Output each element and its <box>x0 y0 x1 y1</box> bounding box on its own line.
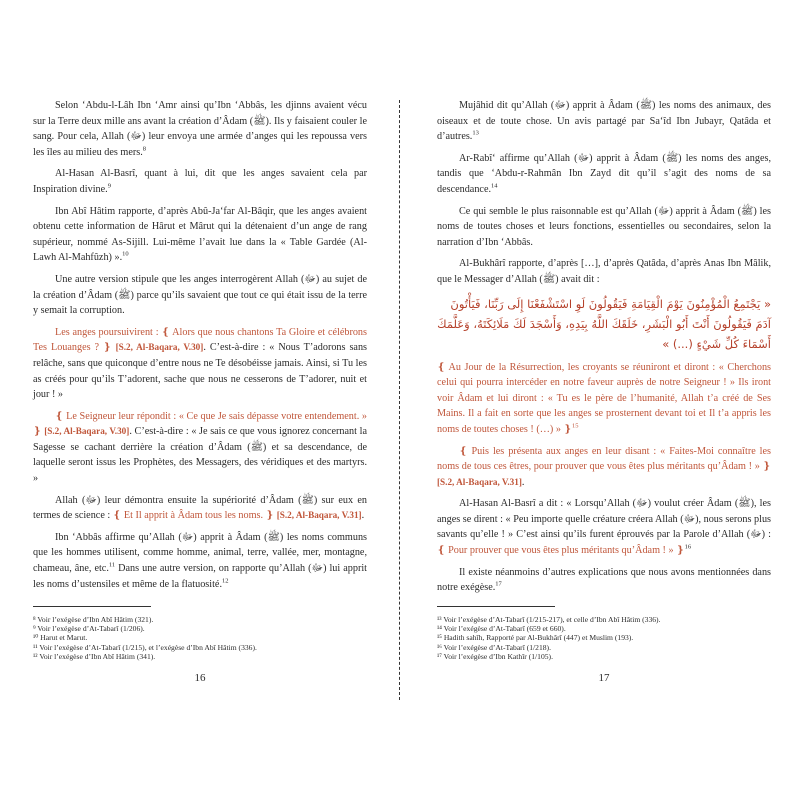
quran-quote: ❴ Et Il apprit à Âdam tous les noms. ❵ <box>112 510 275 522</box>
footnote: ⁹ Voir l’exégèse d’At-Tabarî (1/206). <box>33 624 145 634</box>
footnote: ¹⁷ Voir l’exégèse d’Ibn Kathîr (1/105). <box>437 651 553 661</box>
paragraph: Al-Hasan Al-Basrî, quant à lui, dit que les anges savaient cela par Inspiration divine.$^9$ <box>33 168 367 195</box>
footnote: ¹⁶ Voir l’exégèse d’At-Tabarî (1/218). <box>437 642 551 652</box>
paragraph: Ibn ‘Abbâs affirme qu’Allah (ﷻ) apprit à Âdam (ﷺ) les noms communs que les hommes utilisent, comme homme, animal, terre, vallée, mer, montagne, chameau, âne, etc.$^{11}$ Dans une autre version, on rapporte qu’Allah (ﷻ) lui apprit les noms d’ustensiles et même de la flatuosité.$^{12}$ <box>33 531 368 590</box>
left-page <box>33 98 367 598</box>
footnote-mark[interactable]: 14 <box>491 182 498 190</box>
quran-quote: ❴ Pour prouver que vous êtes plus méritants qu’Âdam ! » ❵ <box>437 545 685 557</box>
paragraph: Une autre version stipule que les anges interrogèrent Allah (ﷻ) au sujet de la création d’Âdam (ﷺ) parce qu’ils savaient que tout ce qui était issu de la terre y semait la corruption. <box>33 273 367 317</box>
footnote-mark[interactable]: 16 <box>684 543 692 551</box>
footnote: ¹⁴ Voir l’exégèse d’At-Tabarî (659 et 660). <box>437 624 566 634</box>
footnote-mark[interactable]: 8 <box>142 145 147 153</box>
page-number-right: 17 <box>598 672 610 684</box>
verse-reference: [S.2, Al-Baqara, V.30] <box>44 426 130 437</box>
right-page <box>437 98 771 602</box>
paragraph: ❴ Le Seigneur leur répondit : « Ce que Je sais dépasse votre entendement. » ❵ [S.2, Al-Baqara, V.30]. C’est-à-dire : « Je sais ce que vous ignorez concernant la Sagesse se cachant derrière la création d’Âdam (ﷺ) et sa descendance, de laquelle seront issus les Prophètes, des Messagers, des véridiques et des martyrs. » <box>33 410 367 485</box>
verse-reference: [S.2, Al-Baqara, V.31] <box>276 510 362 521</box>
footnote-rule <box>33 606 151 607</box>
footnote-mark[interactable]: 15 <box>572 422 579 430</box>
paragraph: Allah (ﷻ) leur démontra ensuite la supériorité d’Âdam (ﷺ) sur eux en termes de science : ❴ Et Il apprit à Âdam tous les noms. ❵ [S.2, Al-Baqara, V.31]. <box>33 494 367 522</box>
paragraph: Il existe néanmoins d’autres explications que nous avons mentionnées dans notre exégèse.$^{17}$ <box>437 566 771 594</box>
footnote: ¹² Voir l’exégèse d’Ibn Abî Hâtim (341). <box>33 651 156 661</box>
footnote-mark[interactable]: 9 <box>107 182 111 190</box>
paragraph: Mujâhid dit qu’Allah (ﷻ) apprit à Âdam (ﷺ) les noms des animaux, des oiseaux et de toute chose. Un avis partagé par Sa‘îd Ibn Jubayr, Qatâda et d’autres.$^{13}$ <box>437 100 772 143</box>
footnote: ¹⁰ Harut et Marut. <box>33 633 88 643</box>
paragraph: Ar-Rabî‘ affirme qu’Allah (ﷻ) apprit à Âdam (ﷺ) les noms des anges, tandis que ‘Abdu-r-Rahmân Ibn Zayd dit qu’il s’agit des noms de sa descendance.$^{14}$ <box>437 152 772 195</box>
paragraph: Ibn Abî Hâtim rapporte, d’après Abû-Ja‘far Al-Bâqir, que les anges avaient obtenu cette information de Hârut et Mârut qui la détenaient d’un ange de rang supérieur, nommé As-Sijill. Lui-même l’avait lue dans la « Table Gardée (Al-Lawh Al-Mahfûzh) ».$^{10}$ <box>33 205 367 264</box>
paragraph-start: Les anges poursuivirent : <box>55 326 162 338</box>
hadith-translation: ❴ Au Jour de la Résurrection, les croyants se réuniront et diront : « Cherchons celui qui pourra intercéder en notre faveur auprès de notre Seigneur ! » Ils iront voir Âdam et lui diront : « Tu es le père de l’humanité, Allah t’a créé de Ses Mains. Il a fait en sorte que les anges se prosternent devant toi et Il t’a appris les noms de toutes choses ! (…) » ❵$^{15}$ <box>437 361 771 435</box>
footnote: ¹³ Voir l’exégèse d’At-Tabarî (1/215-217), et celle d’Ibn Abî Hâtim (336). <box>437 615 661 624</box>
page-number-left: 16 <box>194 672 206 684</box>
footnote: ⁸ Voir l’exégèse d’Ibn Abî Hâtim (321). <box>33 615 154 624</box>
paragraph: ❴ Puis les présenta aux anges en leur disant : « Faites-Moi connaître les noms de tous ces êtres, pour prouver que vous êtes plus méritants qu’Âdam ! » ❵ [S.2, Al-Baqara, V.31]. <box>437 445 771 488</box>
right-footnotes <box>437 606 771 661</box>
paragraph: Selon ‘Abdu-l-Lâh Ibn ‘Amr ainsi qu’Ibn ‘Abbâs, les djinns avaient vécu sur la Terre deux mille ans avant la création d’Âdam (ﷺ). Ils y faisaient couler le sang. Pour cela, Allah (ﷻ) leur envoya une armée d’anges qui les repoussa vers les îles au milieu des mers.$^8$ <box>33 100 367 158</box>
verse-reference: [S.2, Al-Baqara, V.31] <box>437 476 522 487</box>
footnote-mark[interactable]: 10 <box>122 250 129 258</box>
paragraph: Al-Bukhârî rapporte, d’après […], d’après Qatâda, d’après Anas Ibn Mâlik, que le Messager d’Allah (ﷺ) avait dit : <box>437 258 771 285</box>
page-divider <box>399 100 400 700</box>
footnote-list <box>437 615 771 661</box>
quran-quote: ❴ Le Seigneur leur répondit : « Ce que Je sais dépasse votre entendement. » ❵ <box>33 410 367 438</box>
verse-reference: [S.2, Al-Baqara, V.30] <box>115 342 204 353</box>
footnote-rule <box>437 606 555 607</box>
footnote-mark[interactable]: 11 <box>108 561 116 569</box>
footnote: ¹¹ Voir l’exégèse d’At-Tabarî (1/215), et l’exégèse d’Ibn Abî Hâtim (336). <box>33 642 257 652</box>
footnote: ¹⁵ Hadith sahîh, Rapporté par Al-Bukhârî (447) et Muslim (193). <box>437 633 634 643</box>
footnote-mark[interactable]: 17 <box>495 580 502 588</box>
paragraph: Ce qui semble le plus raisonnable est qu’Allah (ﷻ) apprit à Âdam (ﷺ) les noms de toutes choses et leurs fonctions, essentielles ou secondaires, selon la narration d’Ibn ‘Abbâs. <box>437 205 771 248</box>
footnote-list <box>33 615 367 661</box>
paragraph: Les anges poursuivirent : ❴ Alors que nous chantons Ta Gloire et célébrons Tes Louanges ? ❵ [S.2, Al-Baqara, V.30]. C’est-à-dire : « Nous T’adorons sans relâche, sans que quiconque d’entre nous ne Te désobéisse jamais. Ainsi, si Tu les as créés pour qu’ils T’adorent, sache que nous ne cesserons de T’adorer, nuit et jour ! » <box>33 326 368 401</box>
arabic-hadith: « يَجْتَمِعُ الْمُؤْمِنُونَ يَوْمَ الْقِيَامَةِ فَيَقُولُونَ لَوِ اسْتَشْفَعْنَا إِلَى رَبِّنَا، فَيَأْتُونَ آدَمَ فَيَقُولُونَ أَنْتَ أَبُو الْبَشَرِ، خَلَقَكَ اللَّهُ بِيَدِهِ، وَأَسْجَدَ لَكَ مَلَائِكَتَهُ، وَعَلَّمَكَ أَسْمَاءَ كُلِّ شَيْءٍ (...) » <box>437 296 771 351</box>
quran-quote: ❴ Puis les présenta aux anges en leur disant : « Faites-Moi connaître les noms de tous ces êtres, pour prouver que vous êtes plus méritants qu’Âdam ! » ❵ <box>437 445 771 473</box>
footnote-mark[interactable]: 12 <box>222 577 229 585</box>
footnote-mark[interactable]: 13 <box>472 129 479 137</box>
left-footnotes <box>33 606 367 661</box>
paragraph: Al-Hasan Al-Basrî a dit : « Lorsqu’Allah (ﷻ) voulut créer Âdam (ﷺ), les anges se dirent : « Peu importe quelle créature créera Allah (ﷻ), nous serons plus savants qu’elle ! » C’est ainsi qu’ils furent éprouvés par la Parole d’Allah (ﷻ) : ❴ Pour prouver que vous êtes plus méritants qu’Âdam ! » ❵$^{16}$ <box>437 498 772 557</box>
quran-quote: ❴ Alors que nous chantons Ta Gloire et célébrons Tes Louanges ? ❵ <box>33 326 367 354</box>
